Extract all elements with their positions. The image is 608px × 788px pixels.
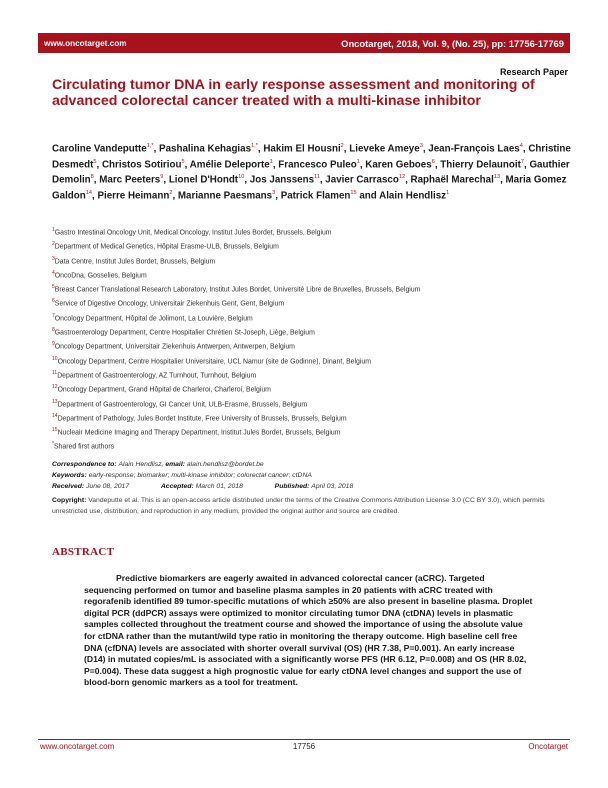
author-name: Caroline Vandeputte [52, 143, 147, 155]
correspondence-name: Alain Hendlisz, [118, 461, 164, 468]
author-name: Jean-François Laes [428, 143, 520, 155]
author-name: Karen Geboes [365, 158, 432, 170]
affiliation-item [52, 237, 572, 251]
header-citation: Oncotarget, 2018, Vol. 9, (No. 25), pp: 17756-17769 [341, 37, 564, 49]
header-website[interactable]: www.oncotarget.com [44, 38, 127, 48]
affiliation-text: Department of Gastroenterology, GI Cancer Unit, ULB-Erasme, Brussels, Belgium [57, 400, 308, 408]
author-name: Francesco Puleo [278, 158, 357, 170]
author-affiliation-marker: 1 [269, 158, 273, 165]
affiliation-number: 15 [52, 427, 58, 434]
email-label: email: [165, 461, 185, 468]
affiliation-text: Data Centre, Institut Jules Bordet, Brussels, Belgium [54, 257, 216, 265]
affiliation-text: OncoDna, Gosselies, Belgium [54, 272, 147, 280]
author-affiliation-marker: 3 [272, 190, 276, 197]
affiliation-item [52, 380, 572, 394]
affiliation-item [52, 309, 572, 323]
keywords-text: early-response; biomarker; multi-kinase inhibitor; colorectal cancer; ctDNA [88, 472, 312, 479]
affiliation-text: Gastro Intestinal Oncology Unit, Medical Oncology, Institut Jules Bordet, Brussels, Belgium [54, 229, 332, 237]
affiliation-number: 13 [52, 398, 58, 405]
author-affiliation-marker: 13 [493, 174, 501, 181]
affiliation-item [52, 252, 572, 266]
affiliation-item [52, 280, 572, 294]
footer-journal: Oncotarget [528, 742, 568, 751]
author-name: Lieveke Ameye [349, 143, 420, 155]
footer-website[interactable]: www.oncotarget.com [40, 742, 115, 751]
affiliation-item [52, 337, 572, 351]
affiliation-item [52, 423, 572, 437]
correspondence-line [52, 460, 572, 469]
accepted-date: March 01, 2018 [195, 483, 243, 490]
author-affiliation-marker: 12 [398, 174, 406, 181]
author-name: Thierry Delaunoit [440, 158, 521, 170]
correspondence-email[interactable]: alain.hendlisz@bordet.be [186, 461, 264, 468]
affiliation-item [52, 266, 572, 280]
affiliation-text: Department of Pathology, Jules Bordet Institute, Free University of Brussels, Brussels, Belgium [57, 415, 347, 423]
affiliation-item [52, 223, 572, 237]
affiliation-item [52, 323, 572, 337]
author-affiliation-marker: 2 [169, 190, 173, 197]
paper-type: Research Paper [499, 67, 568, 77]
affiliation-number: 5 [52, 284, 55, 291]
keywords-line [52, 471, 572, 480]
affiliation-number: 9 [52, 341, 55, 348]
author-affiliation-marker: 6 [431, 158, 435, 165]
affiliation-number: 1 [52, 227, 55, 233]
affiliation-number: 11 [52, 369, 58, 376]
affiliation-number: 14 [52, 412, 58, 419]
affiliation-number: 8 [52, 327, 55, 334]
affiliation-text: Nucleair Medicine Imaging and Therapy Department, Institut Jules Bordet, Brussels, Belgium [57, 429, 341, 437]
author-name: Javier Carrasco [325, 174, 399, 186]
affiliation-text: Service of Digestive Oncology, Universitair Ziekenhuis Gent, Gent, Belgium [54, 300, 285, 308]
author-name: Hakim El Housni [263, 143, 341, 155]
author-name: Maria Gomez Galdon [52, 174, 567, 202]
author-affiliation-marker: 4 [519, 143, 523, 149]
copyright-text: Vandeputte et al. This is an open-access article distributed under the terms of the Creative Commons Attribution License 3.0 (CC BY 3.0), which permits unrestricted use, distribution, and reproduction in any medium, provided the original author and source are credited. [52, 497, 545, 516]
author-affiliation-marker: 11 [314, 174, 320, 181]
affiliation-text: Oncology Department, Centre Hospitalier Universitaire, UCL Namur (site de Godinne), Dinant, Belgium [57, 357, 371, 365]
author-affiliation-marker: 1,* [251, 143, 258, 149]
journal-header-bar [38, 33, 570, 53]
abstract-heading: ABSTRACT [52, 546, 115, 558]
affiliation-text: Oncology Department, Hôpital de Jolimont, La Louvière, Belgium [54, 315, 253, 323]
keywords-label: Keywords: [52, 472, 87, 479]
footer-divider [38, 739, 570, 740]
affiliation-text: Shared first authors [53, 443, 115, 451]
author-name: Pierre Heimann [97, 190, 170, 202]
author-name: Amélie Deleporte [189, 158, 270, 170]
author-name: Patrick Flamen [280, 190, 351, 202]
author-affiliation-marker: 8 [90, 174, 94, 181]
affiliation-item [52, 366, 572, 380]
affiliation-list [52, 223, 572, 452]
author-list: Caroline Vandeputte$^{1,*}$, Pashalina Kehagias$^{1,*}$, Hakim El Housni$^2$, Lieveke Ameye$^3$, Jean-François Laes$^4$, Christine Desmedt$^5$, Christos Sotiriou$^5$, Amélie Deleporte$^1$, Francesco Puleo$^1$, Karen Geboes$^6$, Thierry Delaunoit$^7$, Gauthier Demolin$^8$, Marc Peeters$^9$, Lionel D'Hondt$^{10}$, Jos Janssens$^{11}$, Javier Carrasco$^{12}$, Raphaël Marechal$^{13}$, Maria Gomez Galdon$^{14}$, Pierre Heimann$^2$, Marianne Paesmans$^3$, Patrick Flamen$^{15}$ and Alain Hendlisz$^1$ [52, 143, 571, 202]
affiliation-number: 12 [52, 384, 58, 391]
author-name: Marc Peeters [99, 174, 161, 186]
author-affiliation-marker: 9 [160, 174, 164, 181]
author-name: Lionel D'Hondt [168, 174, 239, 186]
author-affiliation-marker: 7 [520, 158, 524, 165]
footer-page-number: 17756 [292, 742, 316, 751]
affiliation-item [52, 352, 572, 366]
author-affiliation-marker: 5 [93, 158, 97, 165]
author-affiliation-marker: 15 [350, 190, 357, 197]
author-affiliation-marker: 1 [356, 158, 360, 165]
author-affiliation-marker: 3 [419, 143, 423, 149]
author-name: Christos Sotiriou [101, 158, 182, 170]
affiliation-item [52, 395, 572, 409]
author-name: Gauthier Demolin [52, 158, 570, 186]
affiliation-number: 2 [52, 241, 55, 248]
affiliation-number: 4 [52, 269, 55, 276]
affiliation-number: * [52, 441, 54, 448]
dates-line [52, 482, 572, 491]
received-label: Received: [52, 483, 85, 490]
paper-title: Circulating tumor DNA in early response assessment and monitoring of advanced colorectal cancer treated with a multi-kinase inhibitor [52, 77, 535, 109]
affiliation-text: Gastroenterology Department, Centre Hospitalier Chrétien St-Joseph, Liège, Belgium [54, 329, 315, 337]
author-affiliation-marker: 1,* [146, 143, 154, 149]
published-date: April 03, 2018 [311, 483, 354, 490]
affiliation-text: Oncology Department, Grand Hôpital de Charleroi, Charleroi, Belgium [57, 386, 271, 394]
copyright-label: Copyright: [52, 497, 87, 504]
affiliation-item [52, 294, 572, 308]
affiliation-number: 3 [52, 255, 55, 262]
affiliation-text: Oncology Department, Universitair Ziekenhuis Antwerpen, Antwerpen, Belgium [54, 343, 295, 351]
author-name: Alain Hendlisz [379, 190, 447, 202]
author-affiliation-marker: 1 [446, 190, 450, 197]
affiliation-item [52, 437, 572, 451]
author-name: Raphaël Marechal [410, 174, 494, 186]
affiliation-text: Breast Cancer Translational Research Laboratory, Institut Jules Bordet, Université Libre de Bruxelles, Brussels, Belgium [54, 286, 421, 294]
author-name: Pashalina Kehagias [159, 143, 252, 155]
received-date: June 08, 2017 [86, 483, 130, 490]
affiliation-number: 10 [52, 355, 58, 362]
author-name: Christine Desmedt [52, 143, 571, 170]
author-name: Jos Janssens [249, 174, 315, 186]
affiliation-text: Department of Gastroenterology, AZ Turnhout, Turnhout, Belgium [57, 372, 257, 380]
author-affiliation-marker: 10 [238, 174, 245, 181]
affiliation-number: 6 [52, 298, 55, 305]
author-affiliation-marker: 14 [85, 190, 92, 197]
affiliation-text: Department of Medical Genetics, Hôpital Erasme-ULB, Brussels, Belgium [54, 243, 279, 251]
affiliation-number: 7 [52, 312, 55, 319]
accepted-label: Accepted: [160, 483, 194, 490]
abstract-text: Predictive biomarkers are eagerly awaited in advanced colorectal cancer (aCRC). Targeted sequencing performed on tumor and baseline plasma samples in 20 patients with aCRC treated with regorafenib identified 89 tumor-specific mutations of which ≥50% are also present in baseline plasma. Droplet digital PCR (ddPCR) assays were optimized to monitor circulating tumor DNA (ctDNA) levels in plasmatic samples collected throughout the treatment course and showed the importance of using the absolute value for ctDNA rather than the mutant/wild type ratio in monitoring the therapy outcome. High baseline cell free DNA (cfDNA) levels are associated with shorter overall survival (OS) (HR 7.38, P=0.001). An early increase (D14) in mutated copies/mL is associated with a significantly worse PFS (HR 6.12, P=0.008) and OS (HR 8.02, P=0.004). These data suggest a high prognostic value for early ctDNA level changes and support the use of blood-born genomic markers as a tool for treatment. [84, 573, 533, 688]
copyright-notice [52, 495, 570, 518]
published-label: Published: [274, 483, 310, 490]
correspondence-label: Correspondence to: [52, 461, 117, 468]
author-affiliation-marker: 2 [340, 143, 344, 149]
author-affiliation-marker: 5 [181, 158, 185, 165]
author-name: Marianne Paesmans [177, 190, 273, 202]
affiliation-item [52, 409, 572, 423]
